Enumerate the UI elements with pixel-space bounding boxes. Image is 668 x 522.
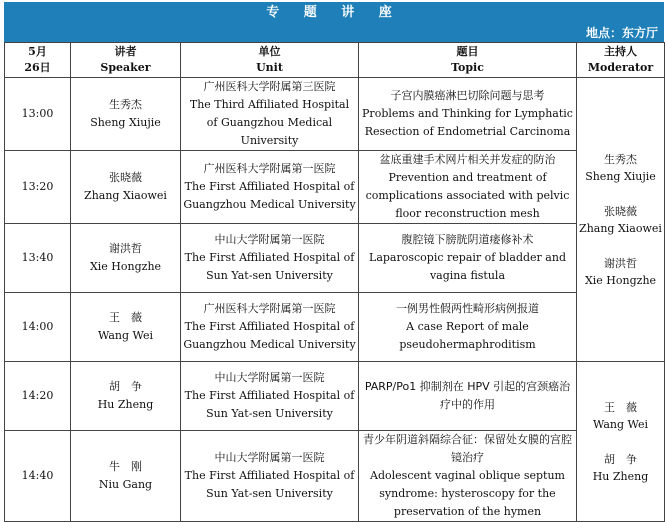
unit-cell [181,293,359,362]
time-cell: 14:20 [5,362,71,431]
topic-en: Adolescent vaginal oblique septum syndrome: hysteroscopy for the preservation of the hymen [370,469,565,518]
banner-title: 专 题 讲 座 [266,5,402,20]
unit-name-en: The First Affiliated Hospital of Guangzhou Medical University [183,320,356,351]
header-unit [181,43,359,78]
topic-en: Prevention and treatment of complications associated with pelvic floor reconstruction mesh [365,171,570,220]
speaker-cell [71,224,181,293]
header-speaker [71,43,181,78]
header-speaker-en: Speaker [100,61,151,74]
speaker-name-cn: 谢洪哲 [109,242,142,255]
speaker-name-en: Xie Hongzhe [89,260,162,273]
topic-cell [359,151,577,224]
moderator-name-en: Hu Zheng [592,469,649,483]
lecture-schedule [4,2,664,522]
moderator-name-cn: 王 薇 [604,400,637,414]
table-row [5,431,665,522]
unit-cell [181,78,359,151]
unit-name-en: The First Affiliated Hospital of Sun Yat-sen University [184,469,355,500]
unit-name-en: The First Affiliated Hospital of Sun Yat-sen University [184,389,355,420]
header-moderator-cn: 主持人 [604,45,637,58]
speaker-name-en: Niu Gang [98,478,153,491]
header-unit-cn: 单位 [258,45,281,58]
unit-cell [181,151,359,224]
header-date-line2: 26日 [24,61,51,74]
moderator-name-cn: 谢洪哲 [604,256,637,270]
topic-cn: 盆底重建手术网片相关并发症的防治 [379,153,556,166]
table-row [5,293,665,362]
header-date [5,43,71,78]
header-speaker-cn: 讲者 [114,45,137,58]
topic-en: Laparoscopic repair of bladder and vagina fistula [369,251,566,282]
table-row [5,362,665,431]
topic-en: A case Report of male pseudohermaphroditism [399,320,536,351]
time-cell: 13:40 [5,224,71,293]
moderator-name-en: Zhang Xiaowei [579,221,662,235]
moderator-name-cn: 胡 争 [604,452,637,466]
time-cell: 14:40 [5,431,71,522]
speaker-name-cn: 牛 刚 [109,460,142,473]
moderator-cell-group2 [577,362,665,522]
speaker-name-en: Hu Zheng [97,398,154,411]
header-moderator [577,43,665,78]
schedule-table [4,42,665,522]
unit-name-en: The First Affiliated Hospital of Guangzhou Medical University [183,180,356,211]
topic-cell [359,293,577,362]
moderator-name-en: Sheng Xiujie [585,169,656,183]
moderator-cell-group1 [577,78,665,362]
unit-name-cn: 中山大学附属第一医院 [214,371,325,384]
topic-cell [359,431,577,522]
topic-en: Problems and Thinking for Lymphatic Resection of Endometrial Carcinoma [362,107,573,138]
header-topic-en: Topic [451,61,484,74]
unit-cell [181,431,359,522]
speaker-cell [71,293,181,362]
header-row [5,43,665,78]
header-moderator-en: Moderator [587,61,654,74]
time-cell: 13:20 [5,151,71,224]
header-topic [359,43,577,78]
unit-name-cn: 中山大学附属第一医院 [214,233,325,246]
topic-cn: 青少年阴道斜隔综合征：保留处女膜的宫腔镜治疗 [363,433,572,464]
speaker-cell [71,78,181,151]
speaker-name-en: Sheng Xiujie [90,116,161,129]
speaker-name-en: Zhang Xiaowei [84,189,167,202]
topic-cn: 子宫内膜癌淋巴切除问题与思考 [390,89,545,102]
speaker-name-cn: 张晓薇 [109,171,142,184]
time-cell: 13:00 [5,78,71,151]
speaker-name-en: Wang Wei [98,329,153,342]
moderator-name-cn: 张晓薇 [604,204,637,218]
speaker-cell [71,362,181,431]
unit-name-cn: 广州医科大学附属第一医院 [203,162,336,175]
speaker-cell [71,431,181,522]
moderator-name-en: Xie Hongzhe [584,273,657,287]
topic-cn: 一例男性假两性畸形病例报道 [396,302,539,315]
unit-cell [181,362,359,431]
moderator-name-cn: 生秀杰 [604,152,637,166]
schedule-banner [4,2,664,42]
speaker-name-cn: 王 薇 [109,311,142,324]
speaker-name-cn: 胡 争 [109,380,142,393]
table-row [5,78,665,151]
topic-cell [359,78,577,151]
table-row [5,224,665,293]
speaker-name-cn: 生秀杰 [109,98,142,111]
unit-name-cn: 中山大学附属第一医院 [214,451,325,464]
header-unit-en: Unit [256,61,283,74]
topic-cell [359,362,577,431]
header-date-line1: 5月 [28,45,47,58]
topic-cn: 腹腔镜下膀胱阴道瘘修补术 [401,233,534,246]
table-row [5,151,665,224]
banner-location: 地点：东方厅 [585,26,658,40]
unit-name-en: The First Affiliated Hospital of Sun Yat-sen University [184,251,355,282]
moderator-name-en: Wang Wei [593,417,648,431]
unit-name-en: The Third Affiliated Hospital of Guangzhou Medical University [189,98,350,147]
unit-name-cn: 广州医科大学附属第一医院 [203,302,336,315]
unit-name-cn: 广州医科大学附属第三医院 [203,80,336,93]
unit-cell [181,224,359,293]
topic-cn: PARP/Po1 抑制剂在 HPV 引起的宫颈癌治疗中的作用 [364,380,571,411]
speaker-cell [71,151,181,224]
header-topic-cn: 题目 [456,45,479,58]
time-cell: 14:00 [5,293,71,362]
topic-cell [359,224,577,293]
